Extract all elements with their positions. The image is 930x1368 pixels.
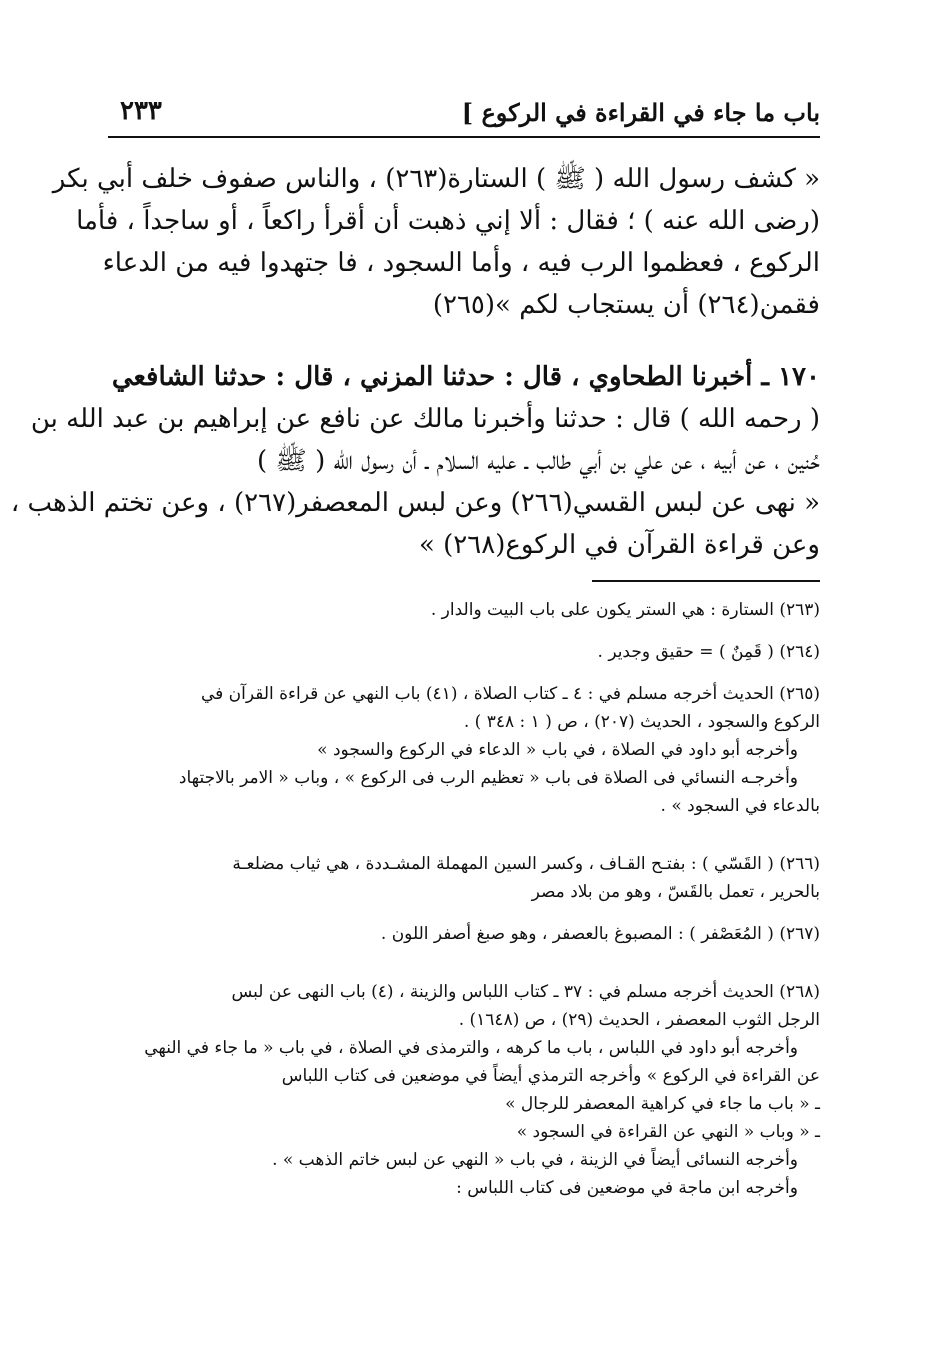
- footnote-line: وأخرجه ابن ماجة في موضعين فى كتاب اللباس :: [456, 1178, 798, 1198]
- footnote-line: (٢٦٧) ( المُعَصْفر ) : المصبوغ بالعصفر ، وهو صبغ أصفر اللون .: [380, 924, 820, 944]
- footnote-line: (٢٦٦) ( القَسّي ) : بفتـح القـاف ، وكسر السين المهملة المشـددة ، هي ثياب مضلعـة: [232, 854, 820, 874]
- footnotes: [108, 596, 820, 1202]
- footnote-263: [108, 596, 820, 624]
- text-line: (رضى الله عنه ) ؛ فقال : ألا إني ذهبت أن أقرأ راكعاً ، أو ساجداً ، فأما: [76, 206, 820, 236]
- hadith-paragraph-1: [52, 158, 820, 326]
- running-title: باب ما جاء في القراءة في الركوع ]: [461, 98, 820, 127]
- footnote-line: عن القراءة في الركوع » وأخرجه الترمذي أيضاً في موضعين فى كتاب اللباس: [281, 1066, 820, 1086]
- footnote-line: ـ « وباب « النهي عن القراءة في السجود »: [516, 1122, 820, 1142]
- footnote-line: بالدعاء في السجود » .: [660, 796, 820, 816]
- footnote-line: وأخرجه أبو داود في الصلاة ، في باب « الدعاء في الركوع والسجود »: [317, 740, 798, 760]
- footnote-line: وأخرجه أبو داود في اللباس ، باب ما كرهه ، والترمذى في الصلاة ، في باب « ما جاء في النهي: [144, 1038, 798, 1058]
- text-line: وعن قراءة القرآن في الركوع(٢٦٨) »: [418, 530, 820, 560]
- footnote-line: الرجل الثوب المعصفر ، الحديث (٢٩) ، ص (١٦٤٨) .: [458, 1010, 820, 1030]
- text-line: فقمن(٢٦٤) أن يستجاب لكم »(٢٦٥): [432, 290, 820, 320]
- footnote-line: بالحرير ، تعمل بالقَسّ ، وهو من بلاد مصر: [531, 882, 820, 902]
- hadith-paragraph-170: [10, 356, 820, 566]
- footnote-266: [108, 850, 820, 906]
- footnote-line: وأخرجـه النسائي فى الصلاة فى باب « تعظيم الرب فى الركوع » ، وباب « الامر بالاجتهاد: [178, 768, 798, 788]
- footnote-line: (٢٦٤) ( قَمِنٌ ) = حقيق وجدير .: [597, 642, 820, 662]
- footnote-line: (٢٦٥) الحديث أخرجه مسلم في : ٤ ـ كتاب الصلاة ، (٤١) باب النهي عن قراءة القرآن في: [200, 684, 820, 704]
- footnote-line: الركوع والسجود ، الحديث (٢٠٧) ، ص ( ١ : ٣٤٨ ) .: [463, 712, 820, 732]
- text-line: حُنين ، عن أبيه ، عن علي بن أبي طالب ـ عليه السلام ـ أن رسول الله ( ﷺ ): [256, 446, 820, 476]
- text-line: ١٧٠ ـ أخبرنا الطحاوي ، قال : حدثنا المزني ، قال : حدثنا الشافعي: [111, 362, 820, 392]
- footnote-265: [108, 680, 820, 820]
- page-number: ٢٣٣: [120, 96, 162, 126]
- text-line: الركوع ، فعظموا الرب فيه ، وأما السجود ، فا جتهدوا فيه من الدعاء: [102, 248, 820, 278]
- footnote-line: (٢٦٣) الستارة : هي الستر يكون على باب البيت والدار .: [430, 600, 820, 620]
- text-line: « كشف رسول الله ( ﷺ ) الستارة(٢٦٣) ، والناس صفوف خلف أبي بكر: [52, 164, 820, 194]
- footnote-268: [108, 978, 820, 1202]
- footnote-line: وأخرجه النسائى أيضاً في الزينة ، في باب « النهي عن لبس خاتم الذهب » .: [272, 1150, 798, 1170]
- text-line: ( رحمه الله ) قال : حدثنا وأخبرنا مالك عن نافع عن إبراهيم بن عبد الله بن: [30, 404, 820, 434]
- footnote-line: (٢٦٨) الحديث أخرجه مسلم في : ٣٧ ـ كتاب اللباس والزينة ، (٤) باب النهى عن لبس: [231, 982, 820, 1002]
- footnote-line: ـ « باب ما جاء في كراهية المعصفر للرجال »: [505, 1094, 820, 1114]
- footnote-divider: [592, 580, 820, 582]
- footnote-264: [108, 638, 820, 666]
- text-line: « نهى عن لبس القسي(٢٦٦) وعن لبس المعصفر(٢٦٧) ، وعن تختم الذهب ،: [10, 488, 820, 518]
- page-header: [108, 92, 820, 138]
- footnote-267: [108, 920, 820, 948]
